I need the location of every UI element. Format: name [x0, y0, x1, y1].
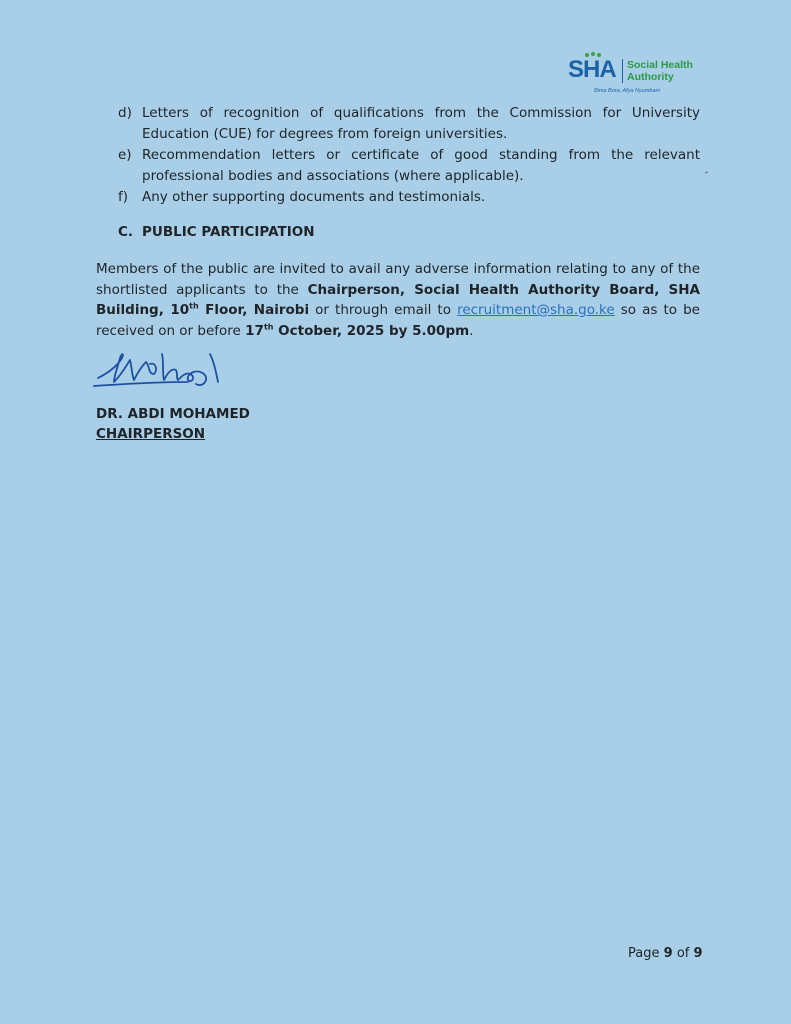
paragraph-end: .: [469, 322, 474, 339]
signer-name: DR. ABDI MOHAMED: [96, 406, 250, 422]
of-word: of: [676, 946, 690, 961]
deadline-day: 17: [245, 322, 264, 339]
deadline-bold: October, 2025 by 5.00pm: [273, 322, 470, 339]
address-bold: Chairperson, Social Health Authority Board, SHA Building, 10: [96, 281, 700, 318]
public-participation-paragraph: [96, 259, 700, 341]
list-item-text: Recommendation letters or certificate of good standing from the relevant professional bodies and associations (where applicable).: [142, 147, 700, 184]
section-number: C.: [118, 224, 134, 240]
section-heading: [118, 222, 315, 243]
signature: [92, 344, 232, 396]
paragraph-after-email: so as to be received on or before: [96, 302, 700, 339]
logo-name: [627, 59, 693, 83]
deadline-superscript: th: [263, 322, 274, 331]
logo-mark: SHA: [568, 56, 616, 83]
list-item-text: Any other supporting documents and testimonials.: [142, 189, 486, 205]
list-marker: f): [118, 189, 129, 205]
total-pages: 9: [693, 946, 703, 961]
requirements-list: [118, 103, 700, 208]
list-marker: e): [118, 147, 132, 163]
current-page: 9: [663, 946, 673, 961]
email-link[interactable]: recruitment@sha.go.ke: [457, 302, 615, 318]
page-word: Page: [628, 946, 660, 961]
list-item: [118, 145, 700, 187]
address-superscript: th: [189, 301, 199, 311]
sha-logo: [568, 52, 708, 96]
page-number: [628, 944, 703, 964]
signer-title: CHAIRPERSON: [96, 426, 206, 442]
scan-speck: [705, 172, 708, 174]
paragraph-middle: or through email to: [309, 302, 458, 318]
logo-tagline: Bima Bora, Afya Nyumbani: [594, 88, 660, 94]
logo-divider: [622, 59, 623, 83]
list-marker: d): [118, 105, 132, 121]
list-item: [118, 187, 700, 208]
logo-name-line2: Authority: [627, 71, 674, 83]
list-item: [118, 103, 700, 145]
logo-name-line1: Social Health: [627, 59, 693, 71]
paragraph-intro: Members of the public are invited to avail any adverse information relating to any of the shortlisted applicants to the: [96, 261, 700, 298]
section-title: PUBLIC PARTICIPATION: [142, 224, 315, 240]
list-item-text: Letters of recognition of qualifications from the Commission for University Education (CUE) for degrees from foreign universities.: [142, 105, 700, 142]
address-bold-end: Floor, Nairobi: [198, 302, 310, 318]
